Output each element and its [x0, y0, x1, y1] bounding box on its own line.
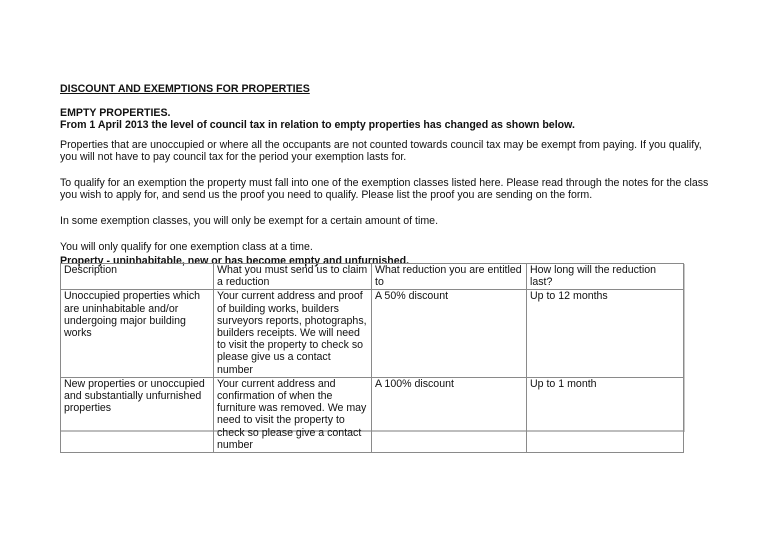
header-description: Description [61, 264, 214, 290]
cell-duration: Up to 1 month [527, 377, 684, 452]
table-row [61, 290, 684, 377]
section-heading-empty-properties: EMPTY PROPERTIES. [60, 107, 171, 119]
paragraph-time-limit: In some exemption classes, you will only be exempt for a certain amount of time. [60, 215, 439, 227]
table-row [61, 377, 684, 452]
cell-what-to-send: Your current address and proof of building works, builders surveyors reports, photographs, builders receipts. We will need to visit the property to check so please give us a contact number [214, 290, 372, 377]
paragraph-exempt-info: Properties that are unoccupied or where all the occupants are not counted towards council tax may be exempt from paying. If you qualify, you will not have to pay council tax for the period your exemption lasts for. [60, 139, 702, 164]
cell-reduction: A 50% discount [372, 290, 527, 377]
table-header-row [61, 264, 684, 290]
exemption-table [60, 263, 684, 453]
header-duration: How long will the reduction last? [527, 264, 684, 290]
cell-duration: Up to 12 months [527, 290, 684, 377]
cell-description: Unoccupied properties which are uninhabitable and/or undergoing major building works [61, 290, 214, 377]
table-title: Property - uninhabitable, new or has become empty and unfurnished. [60, 255, 410, 267]
cell-description: New properties or unoccupied and substantially unfurnished properties [61, 377, 214, 452]
cell-reduction: A 100% discount [372, 377, 527, 452]
paragraph-one-class: You will only qualify for one exemption class at a time. [60, 241, 313, 253]
paragraph-qualify-info: To qualify for an exemption the property must fall into one of the exemption classes listed here. Please read through the notes for the class you wish to apply for, and send us the proof you need to qualify. Please list the proof you are sending on the form. [60, 177, 709, 202]
header-what-to-send: What you must send us to claim a reduction [214, 264, 372, 290]
section-subheading-change-notice: From 1 April 2013 the level of council tax in relation to empty properties has changed as shown below. [60, 119, 575, 131]
document-title: DISCOUNT AND EXEMPTIONS FOR PROPERTIES [60, 83, 310, 95]
header-reduction: What reduction you are entitled to [372, 264, 527, 290]
cell-what-to-send: Your current address and confirmation of when the furniture was removed. We may need to visit the property to check so please give a contact number [214, 377, 372, 452]
